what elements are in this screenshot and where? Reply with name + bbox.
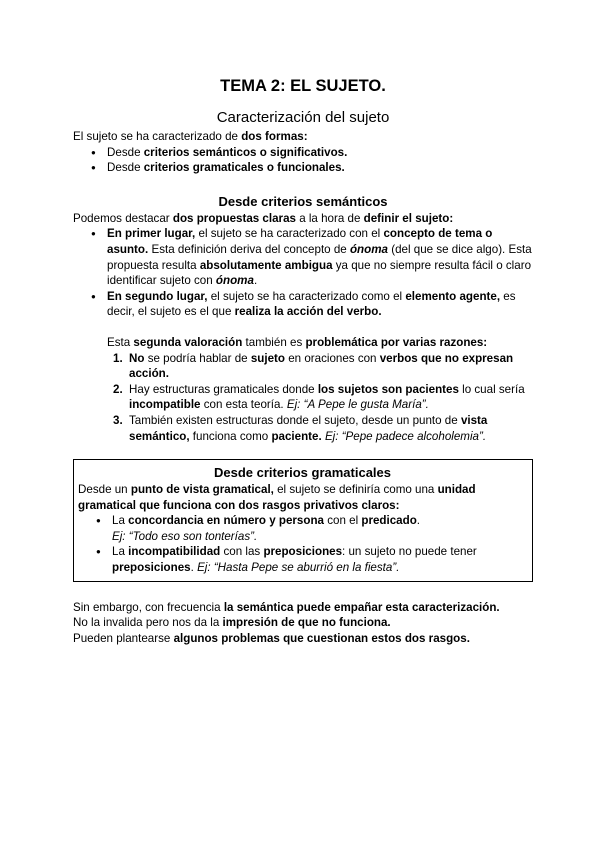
list-item: ● La concordancia en número y persona con el predicado. Ej: “Todo eso son tonterías”. [100,513,527,544]
item-text: También existen estructuras donde el sujeto, desde un punto de vista semántico, funciona como paciente. Ej: “Pepe padece alcoholemia”. [129,413,488,443]
reasons-list [73,351,533,445]
numbered-item [113,413,533,444]
section-heading-caracterizacion: Caracterización del sujeto [216,109,390,126]
item-text: Hay estructuras gramaticales donde los sujetos son pacientes lo cual sería incompatible con esta teoría. Ej: “A Pepe le gusta María”. [129,382,525,412]
list-item: ● En primer lugar, el sujeto se ha caracterizado con el concepto de tema o asunto. Esta definición deriva del concepto de ónoma (del que se dice algo). Esta propuesta resulta absolutamente ambigua ya que no siempre resulta fácil o claro identificar sujeto con ónoma. [95,226,533,288]
item-text: No se podría hablar de sujeto en oraciones con verbos que no expresan acción. [129,351,514,381]
intro-paragraph: Podemos destacar dos propuestas claras a la hora de definir el sujeto: [73,211,454,225]
closing-line: No la invalida pero nos da la impresión de que no funciona. [73,616,391,630]
list-item: ● En segundo lugar, el sujeto se ha caracterizado como el elemento agente, es decir, el sujeto es el que realiza la acción del verbo. [95,289,533,320]
closing-paragraphs [73,600,533,647]
proposals-list [73,226,533,320]
item-number: 3. [113,413,123,427]
list-item: ● La incompatibilidad con las preposiciones: un sujeto no puede tener preposiciones. Ej: “Hasta Pepe se aburrió en la fiesta”. [100,544,527,575]
section-semanticos [73,193,533,444]
traits-list [78,513,527,575]
intro-paragraph: El sujeto se ha caracterizado de dos formas: [73,130,308,143]
document-title: TEMA 2: EL SUJETO. [220,77,386,95]
list-item: ● Desde criterios semánticos o significativos. [95,145,533,161]
section-heading-gramaticales: Desde criterios gramaticales [213,465,392,481]
numbered-item [113,351,533,382]
section-gramaticales-box [73,459,533,582]
section-heading-semanticos: Desde criterios semánticos [218,193,388,209]
list-item: ● Desde criterios gramaticales o funcionales. [95,160,533,176]
closing-line: Pueden plantearse algunos problemas que cuestionan estos dos rasgos. [73,631,470,645]
section-caracterizacion [73,108,533,176]
closing-line: Sin embargo, con frecuencia la semántica puede empañar esta caracterización. [73,600,500,614]
sub-intro-paragraph: Esta segunda valoración también es problemática por varias razones: [107,335,488,349]
numbered-item [113,382,533,413]
document-page [73,72,533,646]
item-number: 1. [113,351,123,365]
intro-paragraph: Desde un punto de vista gramatical, el sujeto se definiría como una unidad gramatical que funciona con dos rasgos privativos claros: [78,483,476,512]
item-number: 2. [113,382,123,396]
criteria-list [73,145,533,176]
